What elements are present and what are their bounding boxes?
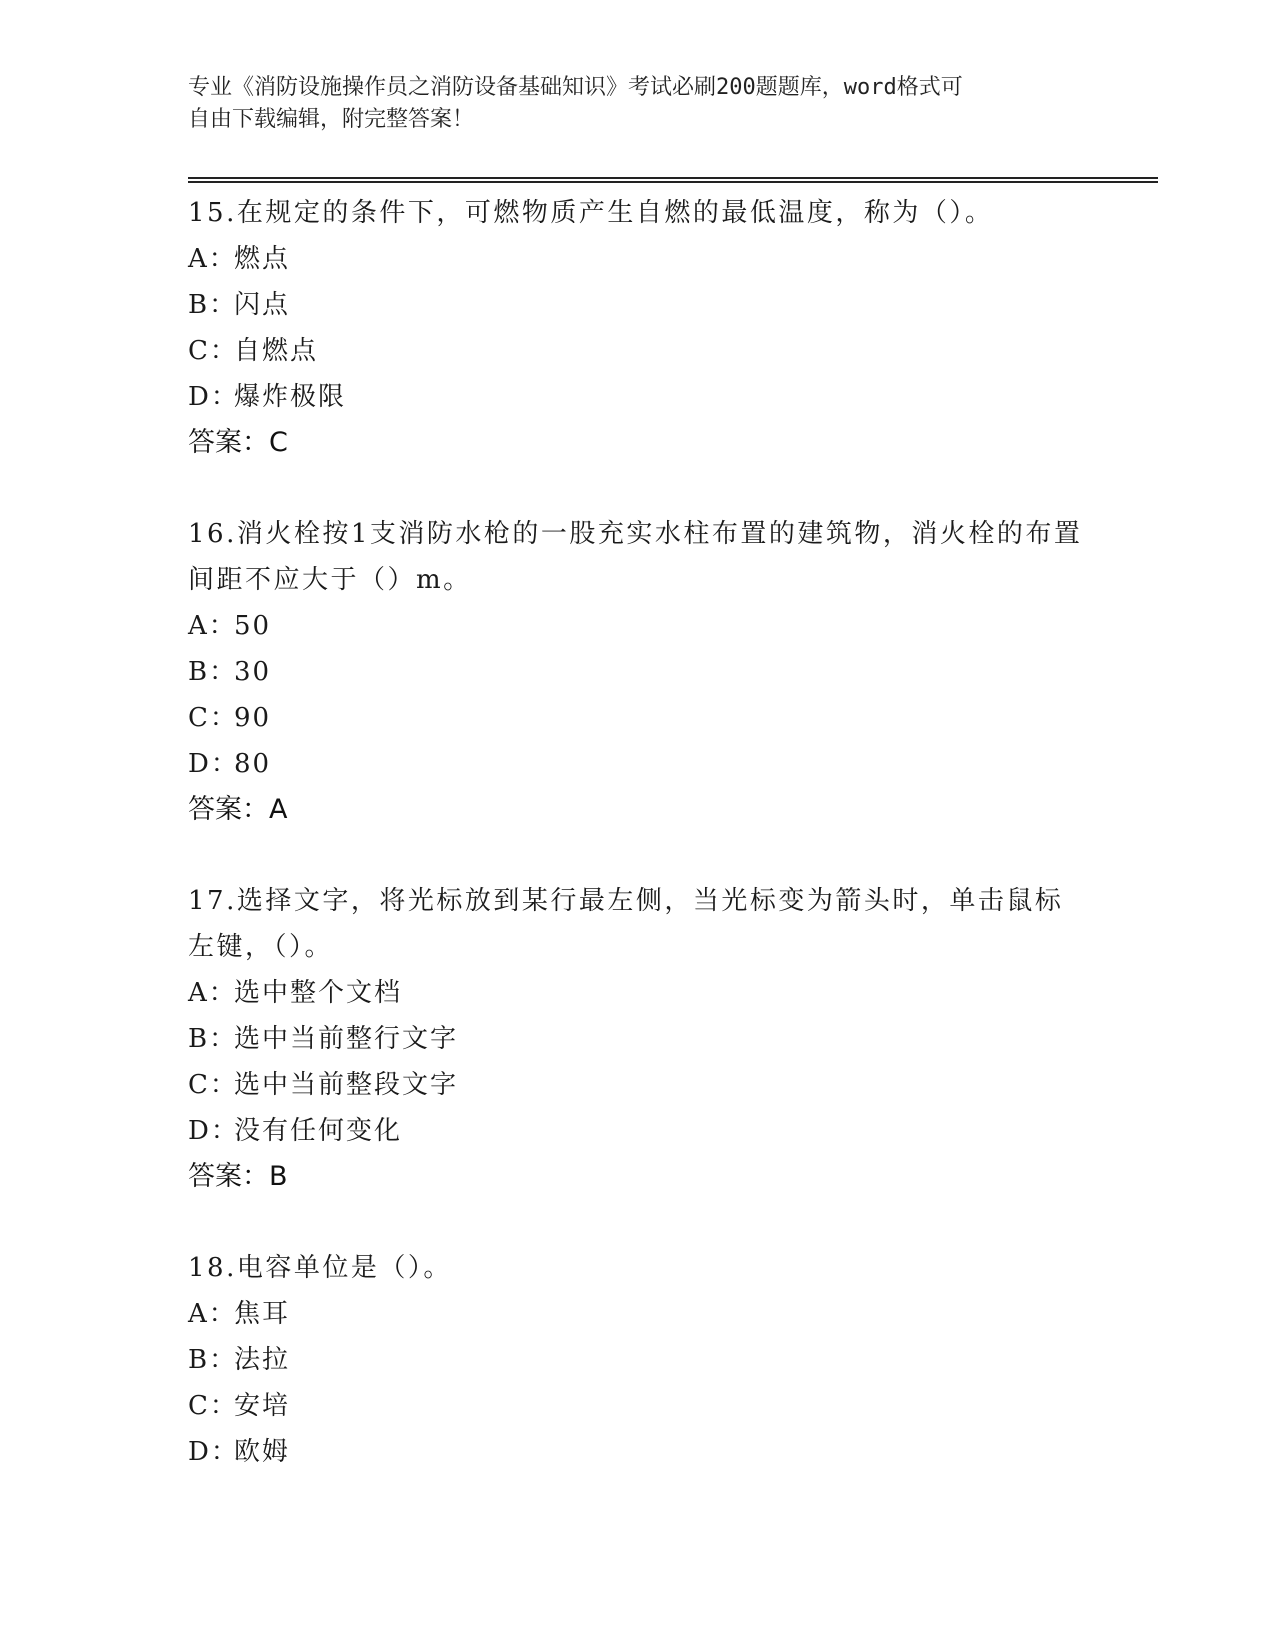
header-divider (188, 177, 1158, 183)
question-text: 18.电容单位是（）。 (188, 1253, 452, 1283)
option-text: 选中整个文档 (234, 978, 403, 1008)
option-c (188, 1062, 1088, 1108)
answer-line: 答案：A (188, 794, 288, 825)
option-b (188, 282, 1088, 328)
option-letter: B： (188, 1024, 238, 1054)
option-text: 没有任何变化 (234, 1116, 403, 1146)
option-text: 欧姆 (234, 1437, 291, 1467)
question-15 (188, 190, 1088, 466)
header-line-2: 自由下载编辑，附完整答案！ (188, 107, 475, 132)
option-text: 燃点 (234, 244, 291, 274)
option-text: 自燃点 (234, 336, 319, 366)
option-text: 选中当前整段文字 (234, 1070, 459, 1100)
question-17 (188, 878, 1088, 1200)
option-a (188, 603, 1088, 649)
document-header (188, 72, 1068, 136)
option-text: 爆炸极限 (234, 382, 347, 412)
question-text: 16.消火栓按1支消防水枪的一股充实水柱布置的建筑物，消火栓的布置间距不应大于（）m。 (188, 519, 1083, 595)
option-text: 闪点 (234, 290, 291, 320)
question-16 (188, 511, 1088, 833)
option-letter: B： (188, 290, 238, 320)
answer-line: 答案：B (188, 1161, 288, 1192)
option-c (188, 328, 1088, 374)
option-letter: A： (188, 244, 237, 274)
option-c (188, 695, 1088, 741)
header-line-1: 专业《消防设施操作员之消防设备基础知识》考试必刷200题题库，word格式可 (188, 75, 963, 100)
option-text: 50 (234, 611, 272, 641)
option-b (188, 1337, 1088, 1383)
option-letter: B： (188, 657, 238, 687)
option-letter: C： (188, 336, 238, 366)
option-letter: B： (188, 1345, 238, 1375)
option-text: 90 (234, 703, 272, 733)
option-letter: A： (188, 978, 237, 1008)
option-letter: C： (188, 1070, 238, 1100)
option-text: 选中当前整行文字 (234, 1024, 459, 1054)
option-a (188, 970, 1088, 1016)
option-letter: D： (188, 382, 239, 412)
option-letter: D： (188, 749, 239, 779)
option-letter: D： (188, 1437, 239, 1467)
option-text: 80 (234, 749, 272, 779)
option-c (188, 1383, 1088, 1429)
question-18 (188, 1245, 1088, 1475)
option-letter: D： (188, 1116, 239, 1146)
question-text: 15.在规定的条件下，可燃物质产生自燃的最低温度，称为（）。 (188, 198, 994, 228)
question-list (188, 190, 1088, 1520)
option-text: 安培 (234, 1391, 291, 1421)
option-text: 法拉 (234, 1345, 291, 1375)
option-d (188, 374, 1088, 420)
option-a (188, 236, 1088, 282)
option-d (188, 1108, 1088, 1154)
option-b (188, 1016, 1088, 1062)
option-d (188, 1429, 1088, 1475)
option-text: 30 (234, 657, 272, 687)
option-letter: C： (188, 703, 238, 733)
option-a (188, 1291, 1088, 1337)
answer-line: 答案：C (188, 427, 288, 458)
option-d (188, 741, 1088, 787)
option-b (188, 649, 1088, 695)
option-letter: C： (188, 1391, 238, 1421)
question-text: 17.选择文字，将光标放到某行最左侧，当光标变为箭头时，单击鼠标左键，（）。 (188, 886, 1064, 962)
option-letter: A： (188, 1299, 237, 1329)
option-letter: A： (188, 611, 237, 641)
option-text: 焦耳 (234, 1299, 291, 1329)
